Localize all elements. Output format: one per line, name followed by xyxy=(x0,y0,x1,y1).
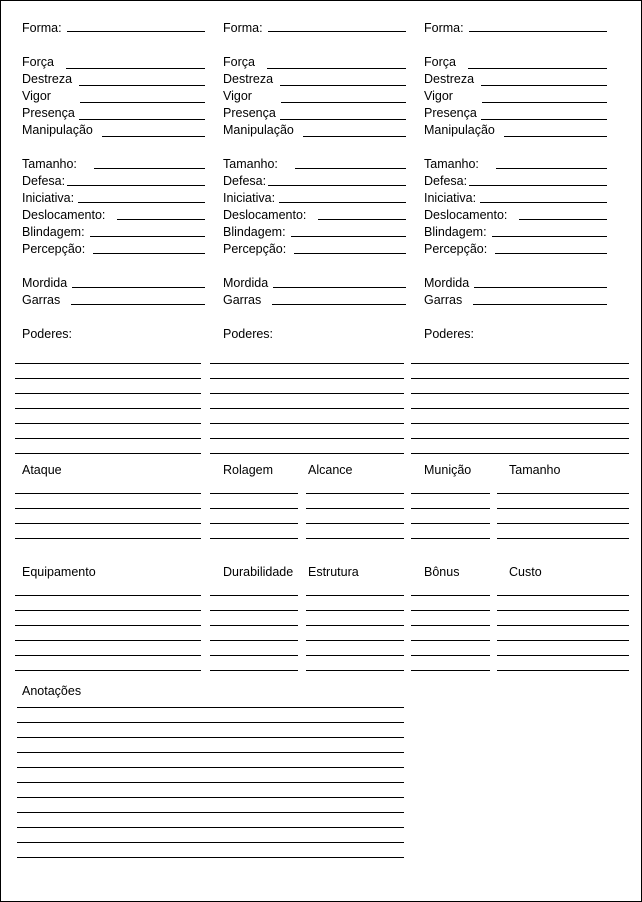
percepcao-label: Percepção: xyxy=(223,242,287,256)
defesa-label: Defesa: xyxy=(223,174,267,188)
ataque-cell-line[interactable] xyxy=(306,493,404,494)
ataque-cell-line[interactable] xyxy=(210,538,298,539)
manipulacao-field[interactable] xyxy=(504,136,607,137)
iniciativa-field[interactable] xyxy=(78,202,205,203)
poderes-line[interactable] xyxy=(15,378,201,379)
equipamento-cell-line[interactable] xyxy=(411,655,490,656)
manipulacao-label: Manipulação xyxy=(22,123,93,137)
presenca-label: Presença xyxy=(223,106,276,120)
destreza-field[interactable] xyxy=(280,85,406,86)
anotacoes-line[interactable] xyxy=(17,842,404,843)
ataque-cell-line[interactable] xyxy=(306,523,404,524)
equipamento-cell-line[interactable] xyxy=(210,625,298,626)
vigor-label: Vigor xyxy=(223,89,252,103)
poderes-line[interactable] xyxy=(210,453,404,454)
equipamento-cell-line[interactable] xyxy=(306,625,404,626)
equipamento-cell-line[interactable] xyxy=(306,670,404,671)
mordida-field[interactable] xyxy=(273,287,406,288)
tamanho-label: Tamanho: xyxy=(424,157,479,171)
poderes-line[interactable] xyxy=(411,453,629,454)
ataque-cell-line[interactable] xyxy=(306,508,404,509)
manipulacao-field[interactable] xyxy=(303,136,406,137)
equipamento-cell-line[interactable] xyxy=(497,610,629,611)
poderes-line[interactable] xyxy=(15,363,201,364)
ataque-cell-line[interactable] xyxy=(497,508,629,509)
equipamento-cell-line[interactable] xyxy=(306,595,404,596)
forma-field[interactable] xyxy=(268,31,406,32)
alcance-header: Alcance xyxy=(308,463,353,477)
ataque-cell-line[interactable] xyxy=(15,523,201,524)
anotacoes-line[interactable] xyxy=(17,737,404,738)
ataque-cell-line[interactable] xyxy=(15,538,201,539)
ataque-cell-line[interactable] xyxy=(411,508,490,509)
ataque-cell-line[interactable] xyxy=(306,538,404,539)
municao-header: Munição xyxy=(424,463,472,477)
mordida-field[interactable] xyxy=(474,287,607,288)
garras-label: Garras xyxy=(22,293,61,307)
defesa-field[interactable] xyxy=(469,185,607,186)
rolagem-header: Rolagem xyxy=(223,463,274,477)
mordida-label: Mordida xyxy=(22,276,68,290)
poderes-line[interactable] xyxy=(15,408,201,409)
destreza-field[interactable] xyxy=(79,85,205,86)
bonus-header: Bônus xyxy=(424,565,460,579)
vigor-label: Vigor xyxy=(424,89,453,103)
equipamento-cell-line[interactable] xyxy=(497,655,629,656)
ataque-cell-line[interactable] xyxy=(497,493,629,494)
presenca-field[interactable] xyxy=(481,119,607,120)
ataque-cell-line[interactable] xyxy=(210,508,298,509)
ataque-cell-line[interactable] xyxy=(210,523,298,524)
ataque-cell-line[interactable] xyxy=(411,523,490,524)
equipamento-cell-line[interactable] xyxy=(15,655,201,656)
presenca-field[interactable] xyxy=(280,119,406,120)
presenca-label: Presença xyxy=(424,106,477,120)
tamanho-label: Tamanho: xyxy=(223,157,278,171)
poderes-label: Poderes: xyxy=(22,327,73,341)
equipamento-cell-line[interactable] xyxy=(306,610,404,611)
custo-header: Custo xyxy=(509,565,542,579)
tamanho-field[interactable] xyxy=(94,168,205,169)
equipamento-cell-line[interactable] xyxy=(15,670,201,671)
garras-field[interactable] xyxy=(473,304,607,305)
anotacoes-line[interactable] xyxy=(17,857,404,858)
poderes-line[interactable] xyxy=(411,423,629,424)
destreza-field[interactable] xyxy=(481,85,607,86)
ataque-header: Ataque xyxy=(22,463,62,477)
equipamento-cell-line[interactable] xyxy=(497,595,629,596)
equipamento-header: Equipamento xyxy=(22,565,96,579)
blindagem-field[interactable] xyxy=(492,236,607,237)
mordida-label: Mordida xyxy=(223,276,269,290)
poderes-line[interactable] xyxy=(411,438,629,439)
tamanho-field[interactable] xyxy=(496,168,607,169)
vigor-label: Vigor xyxy=(22,89,51,103)
poderes-line[interactable] xyxy=(15,393,201,394)
poderes-line[interactable] xyxy=(210,393,404,394)
deslocamento-label: Deslocamento: xyxy=(223,208,307,222)
poderes-line[interactable] xyxy=(15,423,201,424)
garras-field[interactable] xyxy=(272,304,406,305)
anotacoes-line[interactable] xyxy=(17,827,404,828)
equipamento-cell-line[interactable] xyxy=(411,625,490,626)
anotacoes-line[interactable] xyxy=(17,767,404,768)
percepcao-label: Percepção: xyxy=(22,242,86,256)
defesa-label: Defesa: xyxy=(22,174,66,188)
forca-field[interactable] xyxy=(267,68,406,69)
forma-field[interactable] xyxy=(469,31,607,32)
equipamento-cell-line[interactable] xyxy=(15,625,201,626)
anotacoes-line[interactable] xyxy=(17,812,404,813)
iniciativa-field[interactable] xyxy=(480,202,607,203)
anotacoes-line[interactable] xyxy=(17,722,404,723)
blindagem-label: Blindagem: xyxy=(223,225,286,239)
poderes-label: Poderes: xyxy=(424,327,475,341)
iniciativa-field[interactable] xyxy=(279,202,406,203)
equipamento-cell-line[interactable] xyxy=(210,640,298,641)
percepcao-field[interactable] xyxy=(93,253,205,254)
percepcao-label: Percepção: xyxy=(424,242,488,256)
ataque-cell-line[interactable] xyxy=(411,538,490,539)
ataque-cell-line[interactable] xyxy=(15,493,201,494)
iniciativa-label: Iniciativa: xyxy=(223,191,276,205)
poderes-line[interactable] xyxy=(15,438,201,439)
forca-label: Força xyxy=(22,55,54,69)
destreza-label: Destreza xyxy=(223,72,274,86)
forca-field[interactable] xyxy=(468,68,607,69)
destreza-label: Destreza xyxy=(22,72,73,86)
vigor-field[interactable] xyxy=(80,102,205,103)
mordida-field[interactable] xyxy=(72,287,205,288)
forma-label: Forma: xyxy=(22,21,62,35)
ataque-cell-line[interactable] xyxy=(497,523,629,524)
poderes-line[interactable] xyxy=(210,363,404,364)
anotacoes-line[interactable] xyxy=(17,782,404,783)
equipamento-cell-line[interactable] xyxy=(497,670,629,671)
manipulacao-label: Manipulação xyxy=(424,123,495,137)
defesa-label: Defesa: xyxy=(424,174,468,188)
poderes-line[interactable] xyxy=(210,423,404,424)
equipamento-cell-line[interactable] xyxy=(306,640,404,641)
blindagem-label: Blindagem: xyxy=(22,225,85,239)
equipamento-cell-line[interactable] xyxy=(15,595,201,596)
ataque-cell-line[interactable] xyxy=(210,493,298,494)
equipamento-cell-line[interactable] xyxy=(210,610,298,611)
percepcao-field[interactable] xyxy=(294,253,406,254)
tamanho-field[interactable] xyxy=(295,168,406,169)
poderes-label: Poderes: xyxy=(223,327,274,341)
equipamento-cell-line[interactable] xyxy=(411,610,490,611)
forma-field[interactable] xyxy=(67,31,205,32)
equipamento-cell-line[interactable] xyxy=(210,670,298,671)
presenca-label: Presença xyxy=(22,106,75,120)
equipamento-cell-line[interactable] xyxy=(411,595,490,596)
forma-label: Forma: xyxy=(424,21,464,35)
defesa-field[interactable] xyxy=(268,185,406,186)
forma-label: Forma: xyxy=(223,21,263,35)
equipamento-cell-line[interactable] xyxy=(210,655,298,656)
poderes-line[interactable] xyxy=(210,438,404,439)
durabilidade-header: Durabilidade xyxy=(223,565,294,579)
poderes-line[interactable] xyxy=(210,408,404,409)
tamanho-label: Tamanho: xyxy=(22,157,77,171)
blindagem-field[interactable] xyxy=(90,236,205,237)
iniciativa-label: Iniciativa: xyxy=(424,191,477,205)
vigor-field[interactable] xyxy=(281,102,406,103)
iniciativa-label: Iniciativa: xyxy=(22,191,75,205)
manipulacao-label: Manipulação xyxy=(223,123,294,137)
poderes-line[interactable] xyxy=(411,363,629,364)
equipamento-cell-line[interactable] xyxy=(15,640,201,641)
poderes-line[interactable] xyxy=(15,453,201,454)
equipamento-cell-line[interactable] xyxy=(15,610,201,611)
poderes-line[interactable] xyxy=(411,408,629,409)
deslocamento-label: Deslocamento: xyxy=(22,208,106,222)
tamanho-header: Tamanho xyxy=(509,463,561,477)
equipamento-cell-line[interactable] xyxy=(497,625,629,626)
garras-label: Garras xyxy=(223,293,262,307)
forca-label: Força xyxy=(223,55,255,69)
deslocamento-field[interactable] xyxy=(318,219,406,220)
anotacoes-line[interactable] xyxy=(17,752,404,753)
poderes-line[interactable] xyxy=(411,378,629,379)
manipulacao-field[interactable] xyxy=(102,136,205,137)
equipamento-cell-line[interactable] xyxy=(497,640,629,641)
deslocamento-field[interactable] xyxy=(117,219,205,220)
defesa-field[interactable] xyxy=(67,185,205,186)
blindagem-field[interactable] xyxy=(291,236,406,237)
estrutura-header: Estrutura xyxy=(308,565,359,579)
mordida-label: Mordida xyxy=(424,276,470,290)
garras-field[interactable] xyxy=(71,304,205,305)
forca-label: Força xyxy=(424,55,456,69)
blindagem-label: Blindagem: xyxy=(424,225,487,239)
ataque-cell-line[interactable] xyxy=(15,508,201,509)
forca-field[interactable] xyxy=(66,68,205,69)
anotacoes-label: Anotações xyxy=(22,684,82,698)
deslocamento-label: Deslocamento: xyxy=(424,208,508,222)
garras-label: Garras xyxy=(424,293,463,307)
deslocamento-field[interactable] xyxy=(519,219,607,220)
destreza-label: Destreza xyxy=(424,72,475,86)
percepcao-field[interactable] xyxy=(495,253,607,254)
equipamento-cell-line[interactable] xyxy=(411,640,490,641)
poderes-line[interactable] xyxy=(210,378,404,379)
vigor-field[interactable] xyxy=(482,102,607,103)
anotacoes-line[interactable] xyxy=(17,707,404,708)
equipamento-cell-line[interactable] xyxy=(411,670,490,671)
ataque-cell-line[interactable] xyxy=(497,538,629,539)
anotacoes-line[interactable] xyxy=(17,797,404,798)
equipamento-cell-line[interactable] xyxy=(210,595,298,596)
ataque-cell-line[interactable] xyxy=(411,493,490,494)
equipamento-cell-line[interactable] xyxy=(306,655,404,656)
poderes-line[interactable] xyxy=(411,393,629,394)
presenca-field[interactable] xyxy=(79,119,205,120)
